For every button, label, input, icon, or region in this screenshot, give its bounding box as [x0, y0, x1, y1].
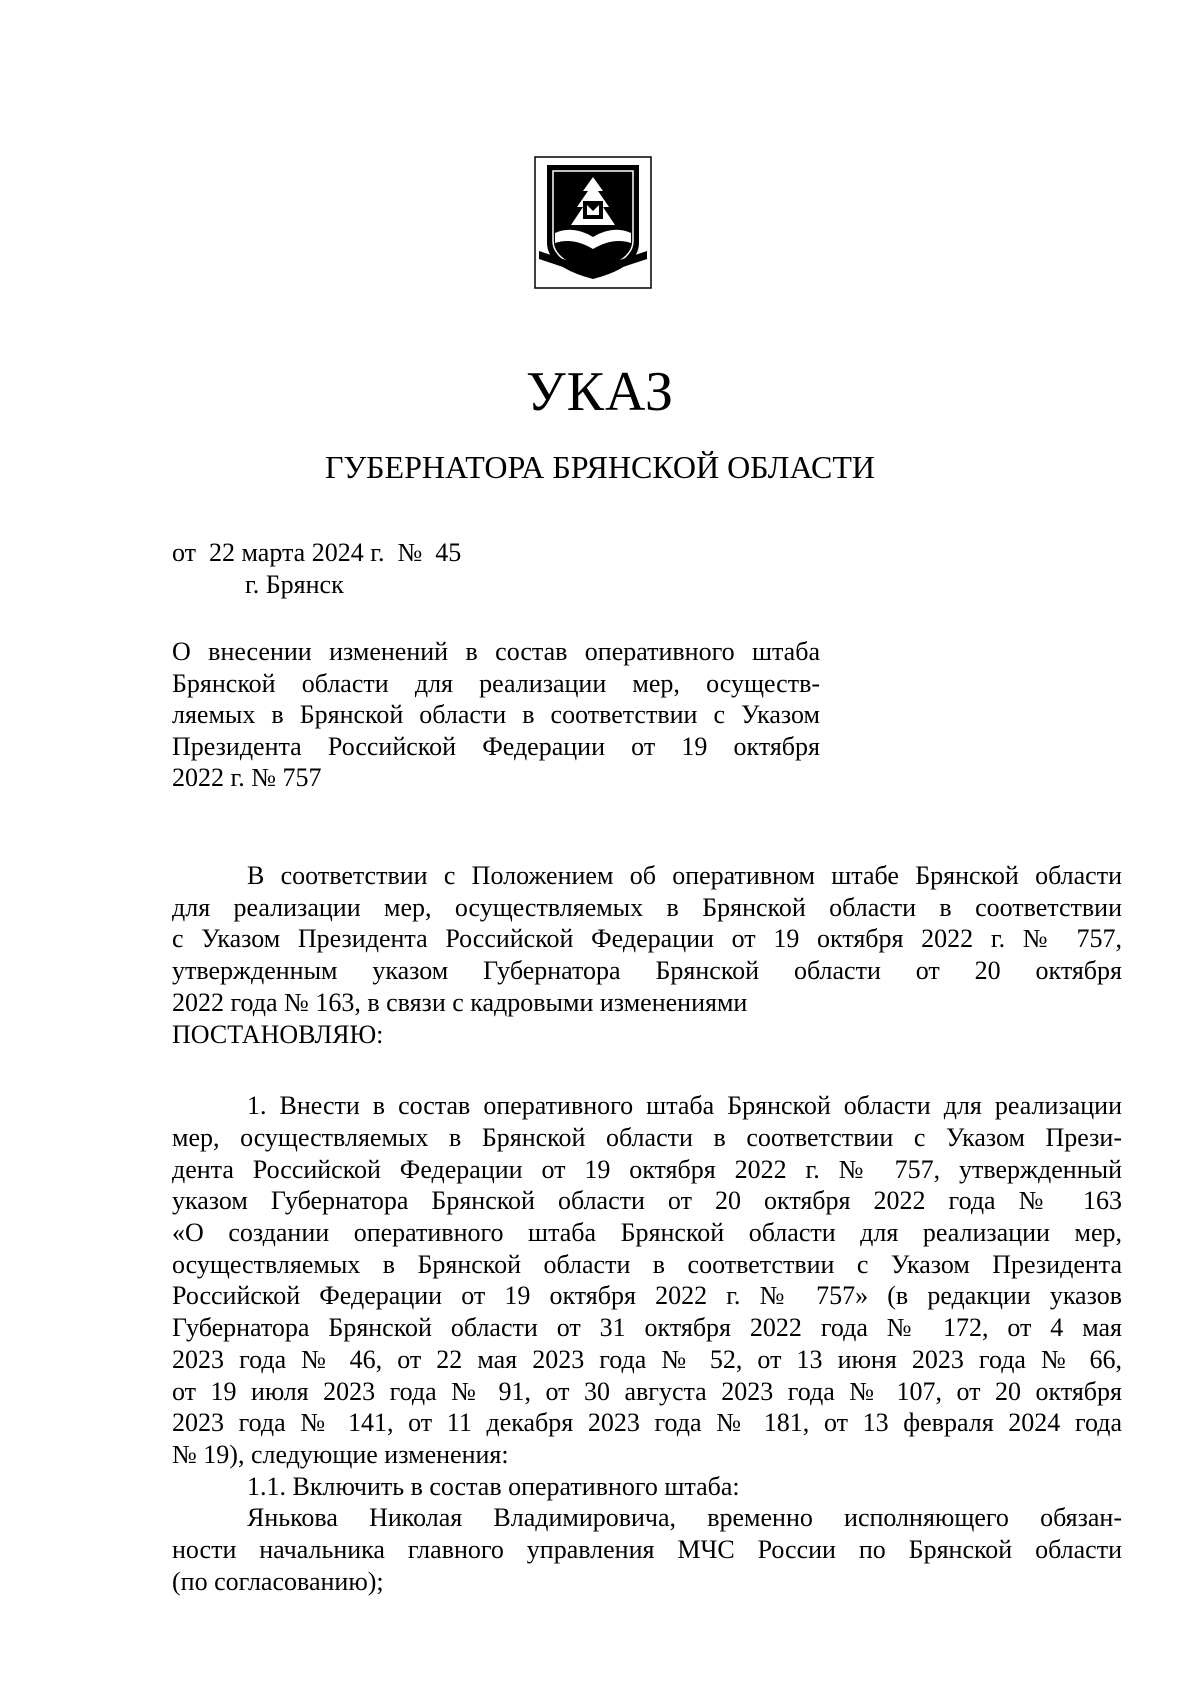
item1-line: мер, осуществляемых в Брянской области в соответствии с Указом Прези- [172, 1122, 1122, 1152]
preamble-line: 2022 года № 163, в связи с кадровыми изменениями [172, 987, 748, 1017]
item1-line: осуществляемых в Брянской области в соответствии с Указом Президента [172, 1249, 1122, 1279]
preamble-line: утвержденным указом Губернатора Брянской области от 20 октября [172, 956, 1122, 986]
item1-line: «О создании оперативного штаба Брянской области для реализации мер, [172, 1218, 1122, 1248]
heading-line: Брянской области для реализации мер, осуществ- [172, 668, 820, 698]
decree-heading [172, 636, 820, 794]
person-line: Янькова Николая Владимировича, временно исполняющего обязан- [247, 1503, 1122, 1533]
heading-line: ляемых в Брянской области в соответствии с Указом [172, 700, 820, 729]
item1-line: 2023 года № 46, от 22 мая 2023 года № 52, от 13 июня 2023 года № 66, [172, 1344, 1122, 1374]
item1-line: Губернатора Брянской области от 31 октября 2022 года № 172, от 4 мая [172, 1313, 1122, 1343]
item1-line: указом Губернатора Брянской области от 20 октября 2022 года № 163 [172, 1186, 1122, 1216]
preamble-line: В соответствии с Положением об оперативном штабе Брянской области [247, 861, 1122, 890]
heading-line: Президента Российской Федерации от 19 октября [172, 731, 820, 761]
item1-line: Российской Федерации от 19 октября 2022 г. № 757» (в редакции указов [172, 1281, 1122, 1311]
coat-of-arms-emblem [533, 155, 653, 290]
item1-1-line: 1.1. Включить в состав оперативного штаба: [247, 1471, 740, 1501]
document-subtitle: ГУБЕРНАТОРА БРЯНСКОЙ ОБЛАСТИ [325, 449, 875, 485]
item1-line: от 19 июля 2023 года № 91, от 30 августа 2023 года № 107, от 20 октября [172, 1376, 1122, 1406]
decree-word: ПОСТАНОВЛЯЮ: [172, 1019, 384, 1049]
heading-line: О внесении изменений в состав оперативного штаба [172, 637, 820, 666]
item1-line: № 19), следующие изменения: [172, 1439, 509, 1469]
item1-line: дента Российской Федерации от 19 октября 2022 г. № 757, утвержденный [172, 1154, 1122, 1184]
preamble-line: с Указом Президента Российской Федерации от 19 октября 2022 г. № 757, [172, 924, 1122, 954]
date-number-line: от 22 марта 2024 г. № 45 [172, 538, 462, 567]
city-line: г. Брянск [245, 570, 344, 599]
decree-body [172, 860, 1122, 1597]
person-line: (по согласованию); [172, 1566, 384, 1596]
person-line: ности начальника главного управления МЧС России по Брянской области [172, 1535, 1122, 1565]
preamble-line: для реализации мер, осуществляемых в Брянской области в соответствии [172, 892, 1122, 922]
item1-line: 1. Внести в состав оперативного штаба Брянской области для реализации [247, 1091, 1122, 1121]
spacer [172, 1050, 1122, 1090]
document-title: УКАЗ [525, 361, 675, 423]
heading-line: 2022 г. № 757 [172, 763, 322, 792]
item1-line: 2023 года № 141, от 11 декабря 2023 года № 181, от 13 февраля 2024 года [172, 1408, 1122, 1438]
